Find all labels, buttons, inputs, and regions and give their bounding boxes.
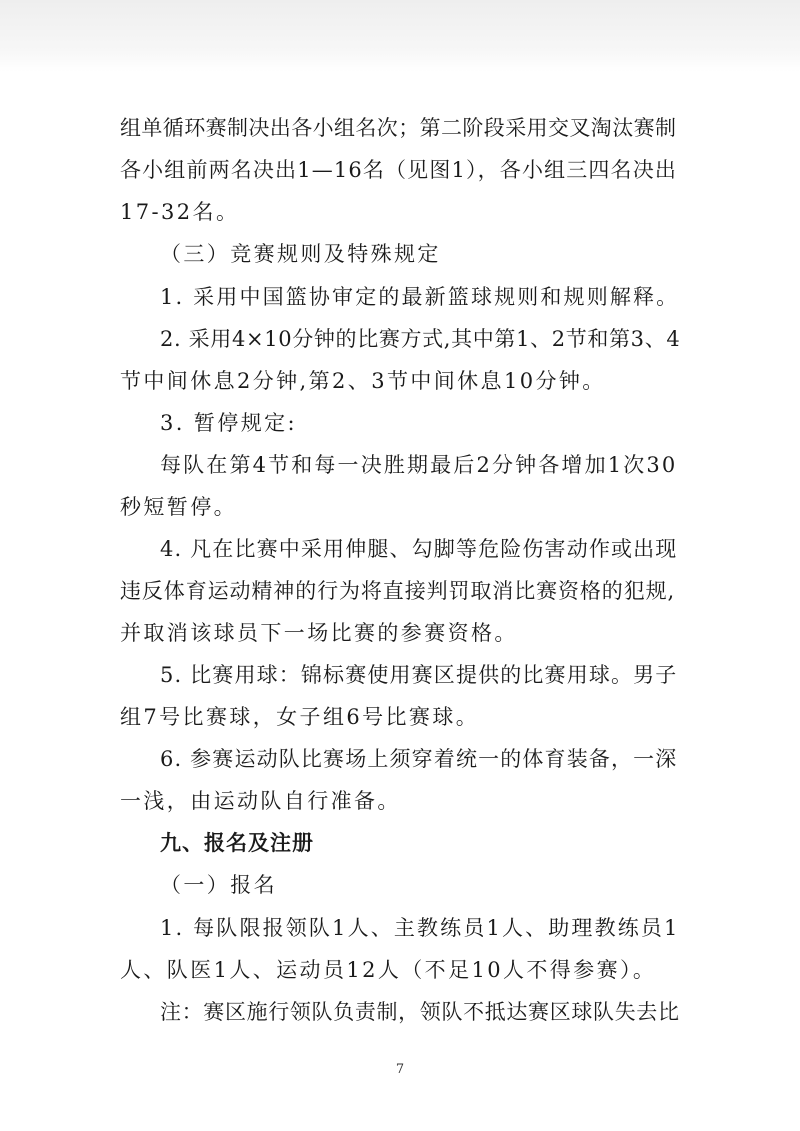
paragraph-line: 17-32名。 [120,200,240,224]
paragraph-line: 组7号比赛球，女子组6号比赛球。 [120,705,480,729]
rule-item-3: 3. 暂停规定: [160,411,297,435]
page-number: 7 [395,1062,405,1077]
subsection-heading-rules: （三）竞赛规则及特殊规定 [160,242,441,266]
paragraph-line: 秒短暂停。 [120,495,237,519]
paragraph-line: 一浅，由运动队自行准备。 [120,789,401,813]
paragraph-line: 组单循环赛制决出各小组名次；第二阶段采用交叉淘汰赛制 [120,116,677,140]
subsection-heading-signup: （一）报名 [160,873,277,897]
paragraph-line: 并取消该球员下一场比赛的参赛资格。 [120,621,518,645]
rule-item-2: 2. 采用4×10分钟的比赛方式,其中第1、2节和第3、4 [160,327,681,351]
paragraph-line: 人、队医1人、运动员12人（不足10人不得参赛）。 [120,958,657,982]
rule-item-4: 4. 凡在比赛中采用伸腿、勾脚等危险伤害动作或出现 [160,537,678,561]
signup-item-1: 1. 每队限报领队1人、主教练员1人、助理教练员1 [160,916,680,940]
note-line: 注：赛区施行领队负责制，领队不抵达赛区球队失去比 [160,1000,680,1024]
rule-item-1: 1. 采用中国篮协审定的最新篮球规则和规则解释。 [160,285,680,309]
rule-item-6: 6. 参赛运动队比赛场上须穿着统一的体育装备，一深 [160,747,678,771]
paragraph-line: 各小组前两名决出1—16名（见图1），各小组三四名决出 [120,158,677,182]
paragraph-line: 违反体育运动精神的行为将直接判罚取消比赛资格的犯规, [120,579,676,603]
section-heading-registration: 九、报名及注册 [160,831,314,855]
paragraph-line: 每队在第4节和每一决胜期最后2分钟各增加1次30 [160,453,678,477]
paragraph-line: 节中间休息2分钟,第2、3节中间休息10分钟。 [120,369,606,393]
rule-item-5: 5. 比赛用球：锦标赛使用赛区提供的比赛用球。男子 [160,663,678,687]
